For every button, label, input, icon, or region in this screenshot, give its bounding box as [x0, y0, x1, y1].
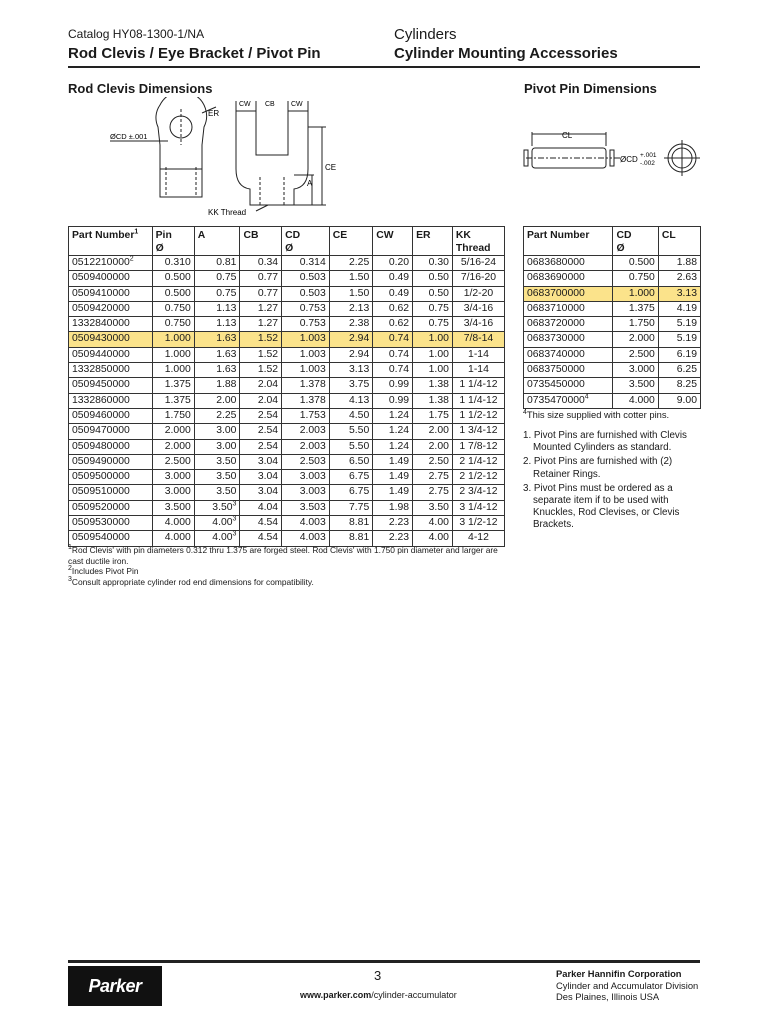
rod-clevis-footnotes [68, 545, 508, 587]
cell-part: 0509440000 [69, 347, 153, 362]
cell-part: 0683740000 [524, 347, 613, 362]
cell-cd: 3.003 [282, 470, 330, 485]
cell-a: 3.50 [194, 470, 240, 485]
table-row [69, 470, 505, 485]
cell-cd: 1.000 [613, 286, 658, 301]
cell-a: 3.00 [194, 439, 240, 454]
cell-cw: 0.74 [373, 332, 413, 347]
column-header: CD Ø [282, 227, 330, 256]
cell-part: 0509530000 [69, 516, 153, 531]
cell-part: 0683750000 [524, 363, 613, 378]
table-row [524, 286, 701, 301]
cell-part: 0683710000 [524, 301, 613, 316]
cell-cl: 8.25 [658, 378, 700, 393]
pivot-pin-notes [523, 430, 703, 534]
cell-cw: 0.49 [373, 286, 413, 301]
cell-cd: 1.378 [282, 393, 330, 408]
cell-er: 2.00 [413, 424, 453, 439]
cell-kk: 7/16-20 [452, 271, 504, 286]
cell-kk: 3/4-16 [452, 301, 504, 316]
cell-part: 0509410000 [69, 286, 153, 301]
cell-er: 1.00 [413, 347, 453, 362]
cell-cd: 3.000 [613, 363, 658, 378]
cell-cd: 2.500 [613, 347, 658, 362]
tol-minus-label: -.002 [640, 160, 655, 167]
cell-cw: 0.62 [373, 301, 413, 316]
cell-cb: 3.04 [240, 470, 282, 485]
cell-a: 0.81 [194, 256, 240, 271]
cell-pin: 0.500 [152, 286, 194, 301]
cell-cw: 2.23 [373, 516, 413, 531]
column-header: KK Thread [452, 227, 504, 256]
cell-cb: 2.54 [240, 439, 282, 454]
division-name: Cylinder and Accumulator Division [556, 979, 699, 991]
pivot-pin-table [523, 226, 701, 409]
pivot-pin-diagram [512, 130, 702, 186]
cell-part: 0509450000 [69, 378, 153, 393]
cell-cb: 4.54 [240, 516, 282, 531]
cell-cw: 1.24 [373, 408, 413, 423]
ce-label: CE [325, 163, 337, 172]
table-row [69, 363, 505, 378]
cell-ce: 7.75 [329, 500, 373, 515]
column-header: A [194, 227, 240, 256]
cell-part: 0735470000$^4$ [524, 393, 613, 408]
cell-cl: 6.19 [658, 347, 700, 362]
cell-cb: 1.27 [240, 301, 282, 316]
table-row [69, 408, 505, 423]
column-header: CB [240, 227, 282, 256]
cell-er: 2.75 [413, 470, 453, 485]
cell-pin: 1.000 [152, 332, 194, 347]
pin-cd-label: ØCD [620, 155, 638, 164]
cell-cw: 1.49 [373, 454, 413, 469]
cell-cw: 0.20 [373, 256, 413, 271]
cell-er: 4.00 [413, 516, 453, 531]
cell-cd: 1.375 [613, 301, 658, 316]
cell-ce: 1.50 [329, 271, 373, 286]
tol-plus-label: +.001 [640, 152, 657, 159]
cell-cb: 1.52 [240, 363, 282, 378]
cell-cw: 1.49 [373, 485, 413, 500]
cell-cd: 0.750 [613, 271, 658, 286]
table-row [524, 378, 701, 393]
table-row [69, 271, 505, 286]
footer-rule [68, 960, 700, 963]
cell-a: 2.00 [194, 393, 240, 408]
column-header: CL [658, 227, 700, 256]
cell-cd: 4.003 [282, 516, 330, 531]
cell-pin: 1.000 [152, 347, 194, 362]
footnote: $^3$Consult appropriate cylinder rod end dimensions for compatibility. [68, 575, 314, 587]
cell-cd: 0.314 [282, 256, 330, 271]
cell-er: 0.50 [413, 271, 453, 286]
cell-cl: 5.19 [658, 332, 700, 347]
cell-kk: 1 3/4-12 [452, 424, 504, 439]
cell-part: 0683720000 [524, 317, 613, 332]
cell-cb: 4.54 [240, 531, 282, 546]
cell-a: 1.63 [194, 363, 240, 378]
cell-cw: 1.24 [373, 439, 413, 454]
cell-part: 0509500000 [69, 470, 153, 485]
cell-ce: 5.50 [329, 424, 373, 439]
cell-cd: 3.503 [282, 500, 330, 515]
cell-cl: 9.00 [658, 393, 700, 408]
cell-a: 4.00$^3$ [194, 516, 240, 531]
cell-er: 3.50 [413, 500, 453, 515]
cell-kk: 4-12 [452, 531, 504, 546]
cell-cb: 2.54 [240, 408, 282, 423]
cell-a: 3.50 [194, 454, 240, 469]
cell-ce: 2.94 [329, 347, 373, 362]
cell-cd: 2.503 [282, 454, 330, 469]
cell-a: 1.13 [194, 317, 240, 332]
table-row [524, 347, 701, 362]
company-name: Parker Hannifin Corporation [556, 968, 682, 979]
cell-a: 4.00$^3$ [194, 531, 240, 546]
cell-cw: 0.99 [373, 378, 413, 393]
cell-cw: 0.49 [373, 271, 413, 286]
table-row [69, 531, 505, 546]
cell-part: 0509540000 [69, 531, 153, 546]
table-row [524, 301, 701, 316]
cell-er: 0.75 [413, 301, 453, 316]
rod-clevis-heading: Rod Clevis Dimensions [68, 81, 213, 96]
catalog-number: Catalog HY08-1300-1/NA [68, 27, 205, 41]
cell-ce: 4.50 [329, 408, 373, 423]
cell-er: 0.50 [413, 286, 453, 301]
cell-ce: 8.81 [329, 516, 373, 531]
table-row [69, 317, 505, 332]
footnote: $^1$Rod Clevis' with pin diameters 0.312 thru 1.375 are forged steel. Rod Clevis' with 1.750 pin diameter and larger are cast ductile iron. [68, 544, 498, 566]
cell-kk: 1 1/2-12 [452, 408, 504, 423]
cell-cd: 0.753 [282, 301, 330, 316]
cell-part: 0509470000 [69, 424, 153, 439]
cell-kk: 1-14 [452, 347, 504, 362]
cell-part: 1332860000 [69, 393, 153, 408]
cell-kk: 7/8-14 [452, 332, 504, 347]
cell-part: 0512210000$^2$ [69, 256, 153, 271]
cell-cw: 0.74 [373, 363, 413, 378]
cell-cl: 3.13 [658, 286, 700, 301]
cell-cd: 1.003 [282, 332, 330, 347]
cell-part: 0509510000 [69, 485, 153, 500]
cell-kk: 2 1/2-12 [452, 470, 504, 485]
table-row [524, 256, 701, 271]
cell-ce: 2.94 [329, 332, 373, 347]
cell-pin: 2.500 [152, 454, 194, 469]
cell-pin: 3.500 [152, 500, 194, 515]
cell-cd: 1.003 [282, 363, 330, 378]
cell-pin: 4.000 [152, 531, 194, 546]
column-header: ER [413, 227, 453, 256]
cell-cw: 0.62 [373, 317, 413, 332]
cell-part: 0509430000 [69, 332, 153, 347]
table-row [69, 256, 505, 271]
cell-pin: 3.000 [152, 485, 194, 500]
cell-a: 0.75 [194, 286, 240, 301]
header-rule [68, 66, 700, 68]
cell-pin: 3.000 [152, 470, 194, 485]
cl-label: CL [562, 131, 573, 140]
cell-pin: 0.750 [152, 317, 194, 332]
table-row [69, 332, 505, 347]
table-row [69, 393, 505, 408]
table-row [69, 378, 505, 393]
cell-kk: 1/2-20 [452, 286, 504, 301]
cell-ce: 3.13 [329, 363, 373, 378]
cell-cd: 1.753 [282, 408, 330, 423]
column-header: Part Number [524, 227, 613, 256]
cell-cd: 0.503 [282, 286, 330, 301]
column-header: CD Ø [613, 227, 658, 256]
cell-pin: 4.000 [152, 516, 194, 531]
section-name: Cylinders [394, 26, 457, 43]
cell-pin: 1.750 [152, 408, 194, 423]
cell-part: 1332850000 [69, 363, 153, 378]
section-title: Cylinder Mounting Accessories [394, 45, 618, 62]
cell-cw: 1.49 [373, 470, 413, 485]
cell-cd: 1.003 [282, 347, 330, 362]
cell-pin: 0.750 [152, 301, 194, 316]
cell-cd: 1.378 [282, 378, 330, 393]
note-item: 2. Pivot Pins are furnished with (2) Retainer Rings. [523, 456, 673, 480]
cell-pin: 0.500 [152, 271, 194, 286]
cell-cd: 2.003 [282, 439, 330, 454]
cell-cb: 2.54 [240, 424, 282, 439]
rod-clevis-diagram [108, 97, 348, 219]
cell-pin: 1.000 [152, 363, 194, 378]
cell-cd: 4.000 [613, 393, 658, 408]
cell-cb: 3.04 [240, 454, 282, 469]
cell-er: 2.75 [413, 485, 453, 500]
cell-er: 2.00 [413, 439, 453, 454]
cell-kk: 5/16-24 [452, 256, 504, 271]
cell-part: 0683700000 [524, 286, 613, 301]
cell-ce: 2.13 [329, 301, 373, 316]
cell-cl: 4.19 [658, 301, 700, 316]
cell-pin: 2.000 [152, 424, 194, 439]
cell-part: 0735450000 [524, 378, 613, 393]
cell-ce: 6.75 [329, 470, 373, 485]
footnote: $^2$Includes Pivot Pin [68, 565, 139, 576]
cell-kk: 1-14 [452, 363, 504, 378]
cd-label: ØCD ±.001 [110, 132, 148, 141]
cell-cd: 3.500 [613, 378, 658, 393]
table-row [69, 439, 505, 454]
cell-cb: 1.52 [240, 347, 282, 362]
cell-cd: 4.003 [282, 531, 330, 546]
cell-er: 4.00 [413, 531, 453, 546]
column-header: Pin Ø [152, 227, 194, 256]
parker-logo: Parker [68, 966, 162, 1006]
cell-pin: 2.000 [152, 439, 194, 454]
cell-cd: 0.753 [282, 317, 330, 332]
cell-er: 0.30 [413, 256, 453, 271]
cell-part: 0509400000 [69, 271, 153, 286]
cell-a: 1.63 [194, 347, 240, 362]
cell-cb: 4.04 [240, 500, 282, 515]
cell-ce: 2.25 [329, 256, 373, 271]
kk-thread-label: KK Thread [208, 208, 247, 217]
cell-er: 1.38 [413, 393, 453, 408]
cell-cd: 0.503 [282, 271, 330, 286]
cell-ce: 3.75 [329, 378, 373, 393]
cell-cd: 2.000 [613, 332, 658, 347]
cell-kk: 3 1/4-12 [452, 500, 504, 515]
column-header: CE [329, 227, 373, 256]
pivot-pin-footnote: $^4$This size supplied with cotter pins. [523, 408, 670, 420]
a-label: A [307, 179, 313, 188]
cell-cw: 2.23 [373, 531, 413, 546]
table-row [69, 301, 505, 316]
cell-a: 1.88 [194, 378, 240, 393]
cell-kk: 1 1/4-12 [452, 393, 504, 408]
cell-kk: 2 3/4-12 [452, 485, 504, 500]
cell-cl: 5.19 [658, 317, 700, 332]
cell-part: 0509460000 [69, 408, 153, 423]
cell-er: 0.75 [413, 317, 453, 332]
cell-cb: 2.04 [240, 393, 282, 408]
cell-part: 1332840000 [69, 317, 153, 332]
column-header: Part Number$^1$ [69, 227, 153, 256]
table-row [69, 516, 505, 531]
cell-ce: 6.75 [329, 485, 373, 500]
cell-kk: 3 1/2-12 [452, 516, 504, 531]
cell-ce: 5.50 [329, 439, 373, 454]
pivot-pin-heading: Pivot Pin Dimensions [524, 81, 657, 96]
cell-part: 0683730000 [524, 332, 613, 347]
cell-part: 0509520000 [69, 500, 153, 515]
cell-cb: 0.77 [240, 286, 282, 301]
cell-pin: 0.310 [152, 256, 194, 271]
note-item: 3. Pivot Pins must be ordered as a separate item if to be used with Knuckles, Rod Clevises, or Clevis Brackets. [523, 482, 680, 531]
cell-cw: 1.98 [373, 500, 413, 515]
cell-a: 1.63 [194, 332, 240, 347]
cell-ce: 8.81 [329, 531, 373, 546]
cell-a: 0.75 [194, 271, 240, 286]
cell-er: 1.00 [413, 332, 453, 347]
cell-cb: 2.04 [240, 378, 282, 393]
cell-er: 1.00 [413, 363, 453, 378]
cell-cd: 1.750 [613, 317, 658, 332]
footer-url[interactable]: www.parker.com/cylinder-accumulator [300, 990, 457, 1000]
cb-label: CB [265, 101, 275, 108]
cell-pin: 1.375 [152, 393, 194, 408]
cell-ce: 6.50 [329, 454, 373, 469]
table-row [524, 363, 701, 378]
cell-kk: 3/4-16 [452, 317, 504, 332]
rod-clevis-table [68, 226, 505, 547]
cell-part: 0683690000 [524, 271, 613, 286]
table-row [69, 424, 505, 439]
table-row [69, 485, 505, 500]
table-row [69, 347, 505, 362]
cell-cl: 6.25 [658, 363, 700, 378]
cell-cw: 1.24 [373, 424, 413, 439]
cell-cb: 1.27 [240, 317, 282, 332]
company-block [556, 968, 698, 1003]
cell-kk: 2 1/4-12 [452, 454, 504, 469]
page-title: Rod Clevis / Eye Bracket / Pivot Pin [68, 45, 321, 62]
page-number: 3 [374, 968, 382, 983]
table-row [69, 454, 505, 469]
cell-pin: 1.375 [152, 378, 194, 393]
cell-cb: 1.52 [240, 332, 282, 347]
table-row [524, 317, 701, 332]
table-row [69, 286, 505, 301]
cell-part: 0683680000 [524, 256, 613, 271]
cell-cl: 2.63 [658, 271, 700, 286]
cell-part: 0509480000 [69, 439, 153, 454]
cell-cl: 1.88 [658, 256, 700, 271]
table-row [524, 271, 701, 286]
cell-cd: 3.003 [282, 485, 330, 500]
cw-label-2: CW [291, 101, 303, 108]
cell-cd: 0.500 [613, 256, 658, 271]
er-label: ER [208, 109, 220, 118]
cell-a: 3.50 [194, 485, 240, 500]
table-row [524, 332, 701, 347]
cell-cw: 0.74 [373, 347, 413, 362]
cell-er: 2.50 [413, 454, 453, 469]
cell-ce: 4.13 [329, 393, 373, 408]
cell-a: 3.50$^3$ [194, 500, 240, 515]
table-row [524, 393, 701, 408]
cell-cw: 0.99 [373, 393, 413, 408]
cw-label-1: CW [239, 101, 251, 108]
table-row [69, 500, 505, 515]
note-item: 1. Pivot Pins are furnished with Clevis Mounted Cylinders as standard. [523, 430, 687, 454]
cell-ce: 1.50 [329, 286, 373, 301]
cell-kk: 1 7/8-12 [452, 439, 504, 454]
cell-a: 2.25 [194, 408, 240, 423]
cell-cb: 0.77 [240, 271, 282, 286]
cell-part: 0509420000 [69, 301, 153, 316]
cell-cb: 3.04 [240, 485, 282, 500]
cell-part: 0509490000 [69, 454, 153, 469]
cell-a: 3.00 [194, 424, 240, 439]
column-header: CW [373, 227, 413, 256]
cell-cb: 0.34 [240, 256, 282, 271]
cell-cd: 2.003 [282, 424, 330, 439]
cell-ce: 2.38 [329, 317, 373, 332]
cell-er: 1.75 [413, 408, 453, 423]
cell-kk: 1 1/4-12 [452, 378, 504, 393]
cell-er: 1.38 [413, 378, 453, 393]
cell-a: 1.13 [194, 301, 240, 316]
company-location: Des Plaines, Illinois USA [556, 991, 660, 1002]
